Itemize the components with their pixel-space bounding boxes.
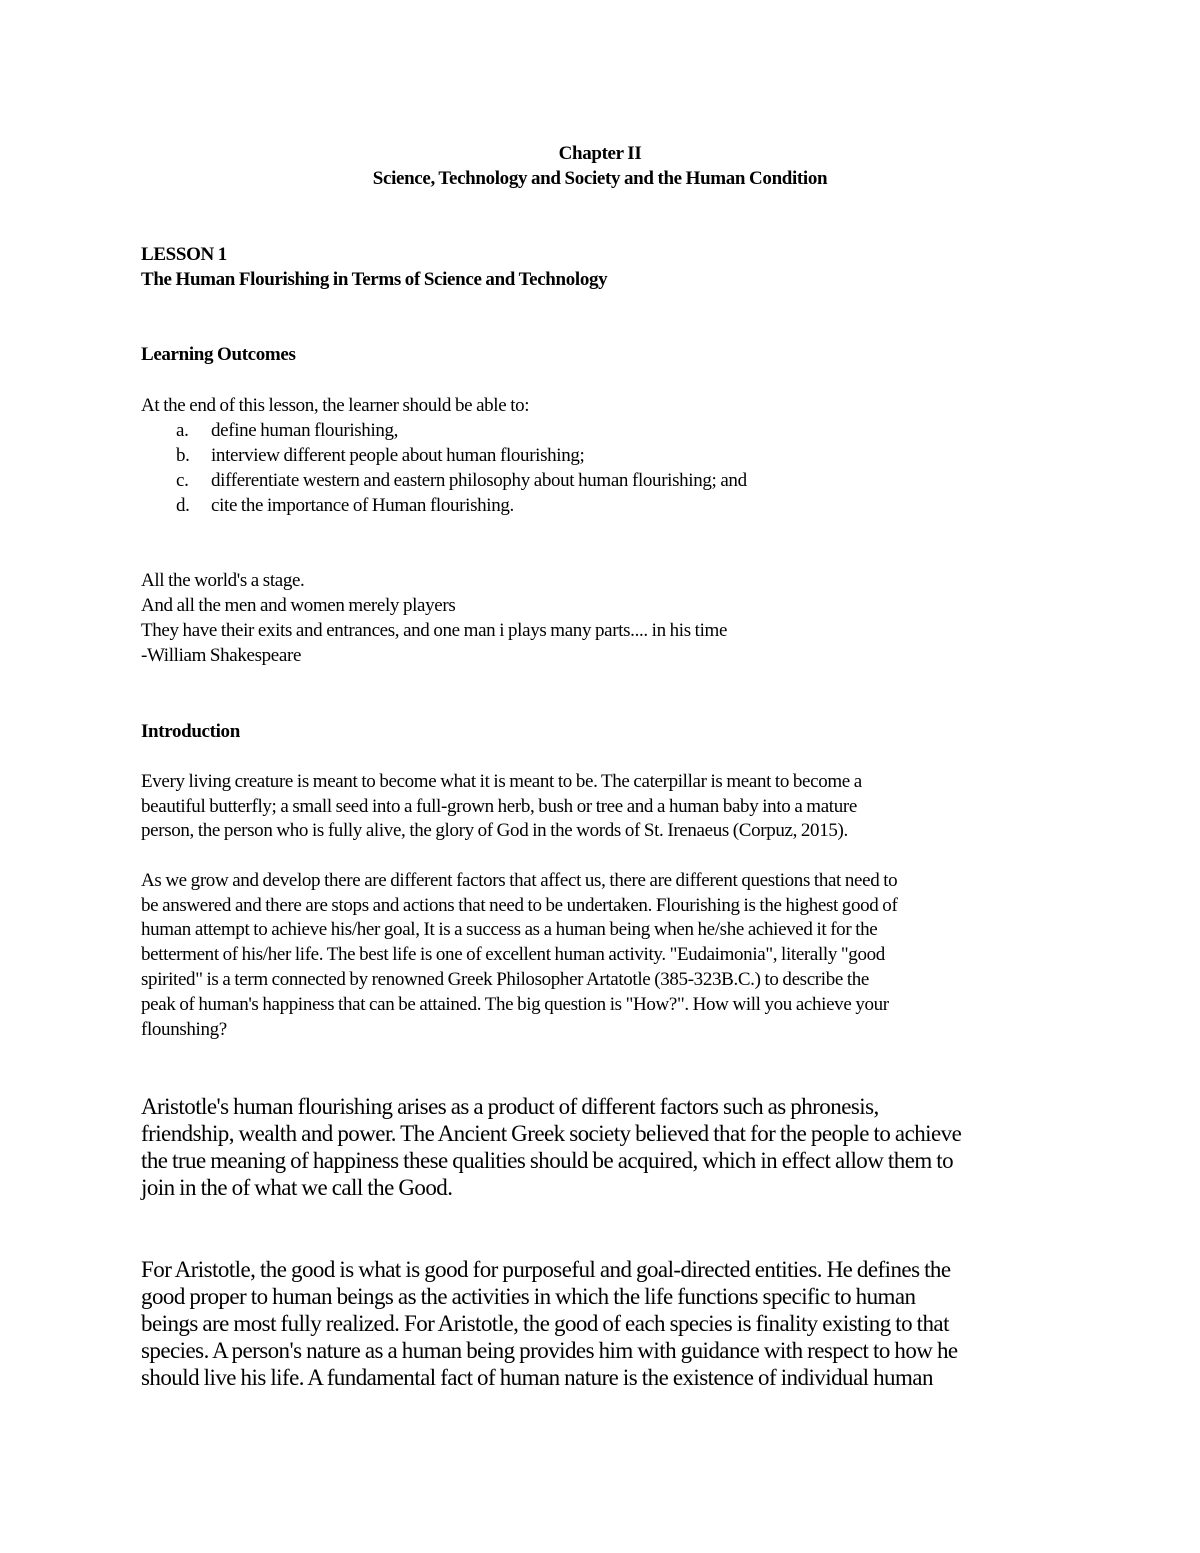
paragraph-line: should live his life. A fundamental fact of human nature is the existence of individual human <box>141 1365 933 1390</box>
list-item-letter: c. <box>176 470 189 491</box>
list-item-text: interview different people about human flourishing; <box>211 445 585 466</box>
paragraph-line: Aristotle's human flourishing arises as a product of different factors such as phronesis, <box>141 1094 879 1119</box>
quote-attribution: -William Shakespeare <box>141 645 302 666</box>
list-item-letter: b. <box>176 445 190 466</box>
paragraph-line: the true meaning of happiness these qualities should be acquired, which in effect allow them to <box>141 1148 954 1173</box>
paragraph-line: For Aristotle, the good is what is good for purposeful and goal-directed entities. He defines the <box>141 1257 951 1282</box>
paragraph-line: spirited" is a term connected by renowned Greek Philosopher Artatotle (385-323B.C.) to describe the <box>141 969 869 990</box>
paragraph-line: person, the person who is fully alive, the glory of God in the words of St. Irenaeus (Corpuz, 2015). <box>141 820 848 841</box>
list-item-text: define human flourishing, <box>211 420 399 441</box>
paragraph-line: flounshing? <box>141 1019 227 1040</box>
list-item-text: differentiate western and eastern philosophy about human flourishing; and <box>211 470 747 491</box>
paragraph-line: be answered and there are stops and actions that need to be undertaken. Flourishing is the highest good of <box>141 895 898 916</box>
introduction-heading: Introduction <box>141 721 240 742</box>
paragraph-line: good proper to human beings as the activities in which the life functions specific to human <box>141 1284 916 1309</box>
quote-line: And all the men and women merely players <box>141 595 456 616</box>
quote-line: They have their exits and entrances, and one man i plays many parts.... in his time <box>141 620 728 641</box>
paragraph-line: species. A person's nature as a human being provides him with guidance with respect to how he <box>141 1338 958 1363</box>
chapter-number: Chapter II <box>558 143 642 164</box>
paragraph-line: As we grow and develop there are different factors that affect us, there are different questions that need to <box>141 870 898 891</box>
lesson-title: The Human Flourishing in Terms of Science and Technology <box>141 269 608 290</box>
paragraph-line: peak of human's happiness that can be attained. The big question is "How?". How will you achieve your <box>141 994 889 1015</box>
paragraph-line: friendship, wealth and power. The Ancient Greek society believed that for the people to achieve <box>141 1121 962 1146</box>
paragraph-line: human attempt to achieve his/her goal, It is a success as a human being when he/she achieved it for the <box>141 919 878 940</box>
learning-outcomes-heading: Learning Outcomes <box>141 344 296 365</box>
list-item-letter: d. <box>176 495 190 516</box>
paragraph-line: beings are most fully realized. For Aristotle, the good of each species is finality existing to that <box>141 1311 949 1336</box>
paragraph-line: Every living creature is meant to become what it is meant to be. The caterpillar is meant to become a <box>141 771 862 792</box>
list-item-letter: a. <box>176 420 189 441</box>
paragraph-line: join in the of what we call the Good. <box>141 1175 453 1200</box>
quote-line: All the world's a stage. <box>141 570 305 591</box>
lesson-label: LESSON 1 <box>141 244 227 265</box>
chapter-title: Science, Technology and Society and the Human Condition <box>372 168 828 189</box>
learning-outcomes-intro: At the end of this lesson, the learner should be able to: <box>141 395 530 416</box>
paragraph-line: betterment of his/her life. The best life is one of excellent human activity. "Eudaimonia", literally "good <box>141 944 885 965</box>
paragraph-line: beautiful butterfly; a small seed into a full-grown herb, bush or tree and a human baby into a mature <box>141 796 857 817</box>
list-item-text: cite the importance of Human flourishing. <box>211 495 514 516</box>
